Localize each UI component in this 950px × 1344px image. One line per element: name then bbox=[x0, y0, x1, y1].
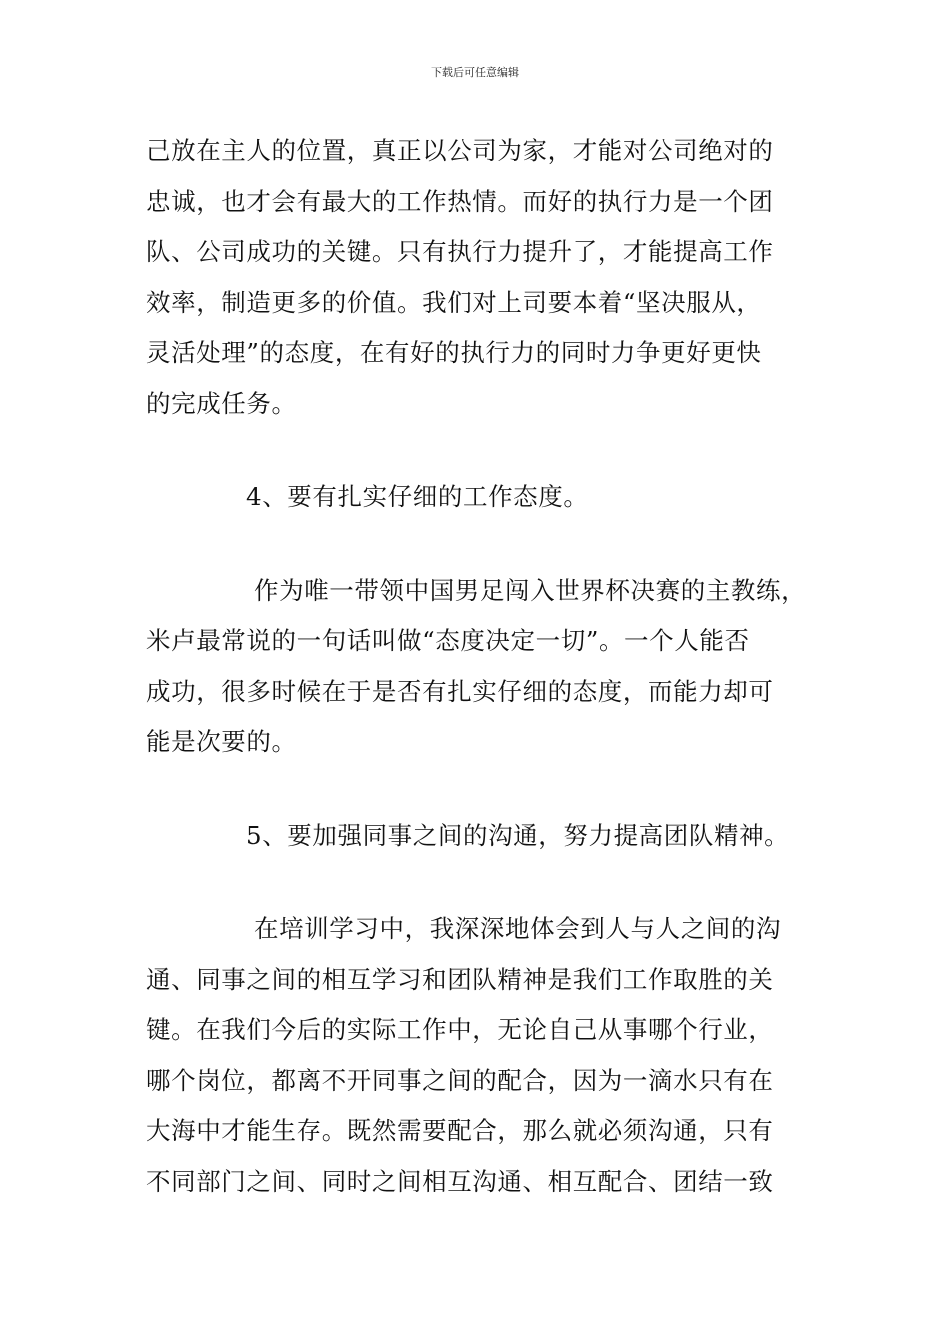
text-line: 在培训学习中，我深深地体会到人与人之间的沟 bbox=[254, 914, 782, 943]
text-line: 效率，制造更多的价值。我们对上司要本着“坚决服从， bbox=[146, 287, 762, 317]
text-line: 哪个岗位，都离不开同事之间的配合，因为一滴水只有在 bbox=[146, 1065, 774, 1095]
text-line: 通、同事之间的相互学习和团队精神是我们工作取胜的关 bbox=[146, 964, 774, 994]
section-heading-5: 5、要加强同事之间的沟通，努力提高团队精神。 bbox=[246, 820, 790, 850]
paragraph-continuation bbox=[146, 126, 818, 429]
paragraph-teamwork bbox=[146, 904, 818, 1207]
text-line: 不同部门之间、同时之间相互沟通、相互配合、团结一致 bbox=[146, 1166, 774, 1196]
text-line: 作为唯一带领中国男足闯入世界杯决赛的主教练， bbox=[254, 575, 807, 605]
section-heading-4: 4、要有扎实仔细的工作态度。 bbox=[246, 482, 589, 511]
text-line: 队、公司成功的关键。只有执行力提升了，才能提高工作 bbox=[146, 237, 774, 266]
text-line: 的完成任务。 bbox=[146, 388, 297, 418]
text-line: 键。在我们今后的实际工作中，无论自己从事哪个行业， bbox=[146, 1015, 774, 1044]
text-line: 忠诚，也才会有最大的工作热情。而好的执行力是一个团 bbox=[146, 186, 774, 216]
text-line: 己放在主人的位置，真正以公司为家，才能对公司绝对的 bbox=[146, 136, 774, 165]
text-line: 米卢最常说的一句话叫做“态度决定一切”。一个人能否 bbox=[146, 626, 750, 655]
page-header: 下载后可任意编辑 bbox=[431, 66, 519, 79]
text-line: 能是次要的。 bbox=[146, 727, 297, 756]
text-line: 大海中才能生存。既然需要配合，那么就必须沟通，只有 bbox=[146, 1116, 774, 1145]
text-line: 成功，很多时候在于是否有扎实仔细的态度，而能力却可 bbox=[146, 676, 774, 706]
text-line: 灵活处理”的态度，在有好的执行力的同时力争更好更快 bbox=[146, 338, 762, 367]
document-body bbox=[146, 126, 818, 1207]
paragraph-attitude bbox=[146, 566, 818, 768]
